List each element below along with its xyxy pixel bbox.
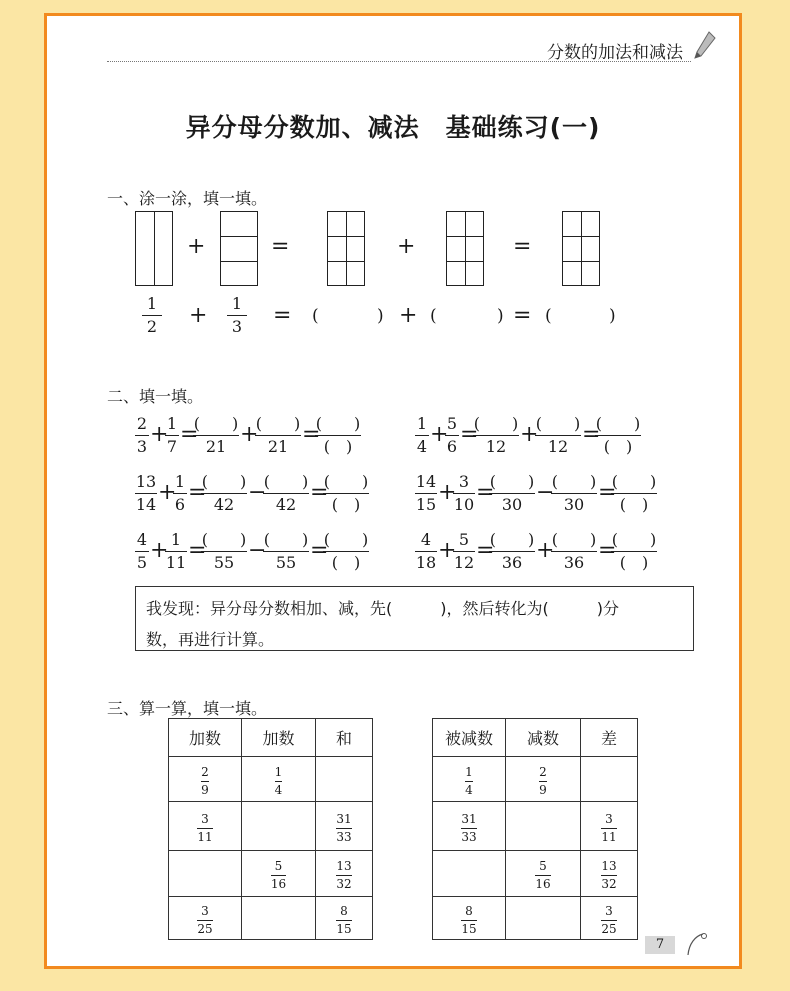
page-title: 异分母分数加、减法 基础练习(一)	[185, 113, 601, 142]
sub-table-row	[433, 851, 638, 897]
eq-r0c1-c1	[473, 414, 519, 457]
eq-r2c1-b-den: 12	[453, 553, 475, 572]
add-table-header-cell: 和	[316, 719, 373, 757]
sub-table-row	[433, 897, 638, 940]
eq-r0c0-a-num: 2	[136, 414, 148, 433]
eq-r2c0-res	[323, 530, 369, 573]
sub-table-cell	[581, 802, 638, 851]
eq-r1c0-res-den: ( )	[331, 495, 361, 514]
eq-r0c1-c2	[535, 414, 581, 457]
part1-heading: 一、涂一涂，填一填。	[107, 189, 268, 208]
add-table-row	[169, 851, 373, 897]
third-box	[220, 211, 258, 286]
eq-r1c0-a-bar	[135, 493, 157, 494]
op-plus: +	[397, 234, 416, 259]
eq-r2c1-c1	[489, 530, 535, 573]
eq-r0c0-res-bar	[315, 435, 361, 436]
sub-table-header-cell: 被减数	[433, 719, 506, 757]
eq-r1c1-res-bar	[611, 493, 657, 494]
eq-r0c0-op2: +	[240, 422, 259, 447]
eq-r2c0-eq2: =	[310, 538, 329, 563]
add-table-cell	[316, 757, 373, 802]
eq-r0c0-b-den: 7	[166, 437, 178, 456]
eq-r2c1-c1-bar	[489, 551, 535, 552]
eq-r0c0-c2-den: 21	[267, 437, 289, 456]
eq-r0c0-op: +	[150, 422, 169, 447]
eq-r0c0-eq1: =	[180, 422, 199, 447]
blank-open: (	[545, 306, 552, 326]
sub-table-header-cell: 差	[581, 719, 638, 757]
eq-r0c0-a	[135, 414, 149, 457]
sub-table-frac	[539, 765, 547, 798]
eq-r0c1-a-bar	[415, 435, 429, 436]
sixth-box-2-vline	[465, 211, 466, 286]
eq-r2c1-eq1: =	[476, 538, 495, 563]
add-table-frac-num: 13	[336, 859, 352, 873]
add-table-frac	[336, 859, 351, 892]
eq-r1c0-a-num: 13	[135, 472, 157, 491]
eq-r2c0-a-den: 5	[136, 553, 148, 572]
sixth-box-1-hline	[327, 261, 365, 262]
eq-r2c1-op2: +	[536, 538, 555, 563]
blank-close: )	[377, 306, 384, 326]
sub-table-frac	[601, 904, 616, 937]
sub-table-cell	[506, 757, 581, 802]
op-equals: =	[271, 234, 290, 259]
op-plus: +	[189, 303, 208, 328]
sub-table-frac-num: 1	[465, 764, 473, 779]
add-table-row	[169, 897, 373, 940]
eq-r1c1-a	[415, 472, 437, 515]
add-table-row	[169, 757, 373, 802]
sub-table-frac	[601, 812, 616, 845]
blank-close: )	[497, 306, 504, 326]
sub-table-frac-num: 2	[539, 764, 547, 779]
eq-r2c0-c2-den: 55	[275, 553, 297, 572]
subtraction-table	[432, 718, 638, 940]
eq-r0c1-c1-num: ( )	[473, 414, 519, 433]
add-table-frac-num: 3	[201, 811, 209, 826]
eq-r2c1-a-bar	[415, 551, 437, 552]
eq-r0c0-res-num: ( )	[315, 414, 361, 433]
sub-table-frac	[601, 859, 616, 892]
eq-r0c1-eq2: =	[582, 422, 601, 447]
sub-table-cell	[433, 897, 506, 940]
op-plus: +	[187, 234, 206, 259]
sub-table-frac-den: 11	[601, 829, 617, 844]
sub-table-frac-den: 15	[461, 921, 477, 936]
sub-table-frac	[465, 765, 473, 798]
eq-r1c1-b	[453, 472, 475, 515]
eq-r1c0-c1-den: 42	[213, 495, 235, 514]
add-table-cell	[169, 897, 242, 940]
add-table-cell	[316, 802, 373, 851]
eq-r2c1-c2-bar	[551, 551, 597, 552]
eq-r2c1-b-bar	[453, 551, 475, 552]
eq-r2c1-b	[453, 530, 475, 573]
eq-r2c0-b	[165, 530, 187, 573]
sixth-box-1-hline	[327, 236, 365, 237]
sub-table-frac	[535, 859, 550, 892]
eq-r2c1-res	[611, 530, 657, 573]
eq-r1c0-b-num: 1	[174, 472, 186, 491]
eq-r1c1-c2-den: 30	[563, 495, 585, 514]
add-table-frac-num: 31	[336, 811, 352, 826]
eq-r0c1-b	[445, 414, 459, 457]
eq-r1c0-c2-num: ( )	[263, 472, 309, 491]
sub-table-frac-num: 3	[605, 811, 613, 826]
sub-table-frac-den: 25	[601, 921, 617, 936]
add-table-cell	[169, 802, 242, 851]
eq-r2c0-a-num: 4	[136, 530, 148, 549]
sub-table-frac-den: 4	[465, 782, 473, 797]
sixth-box-2-hline	[446, 236, 484, 237]
add-table-frac-num: 8	[340, 903, 348, 918]
add-table-frac-bar	[336, 920, 351, 921]
blank-close: )	[609, 306, 616, 326]
add-table-header-row	[169, 719, 373, 757]
eq-r1c0-op: +	[158, 480, 177, 505]
add-table-cell	[316, 897, 373, 940]
eq-r1c1-res-den: ( )	[619, 495, 649, 514]
part2-heading: 二、填一填。	[107, 387, 204, 406]
half-box-vline	[154, 211, 155, 286]
eq-r0c0-c2-num: ( )	[255, 414, 301, 433]
sixth-box-3-hline	[562, 261, 600, 262]
sixth-box-2-hline	[446, 261, 484, 262]
add-table-row	[169, 802, 373, 851]
eq-r2c0-c1-den: 55	[213, 553, 235, 572]
sub-table-frac-den: 33	[461, 829, 477, 844]
frac-third	[227, 294, 247, 337]
eq-r1c1-c1	[489, 472, 535, 515]
add-table-frac-bar	[336, 828, 351, 829]
frac-half-num: 1	[146, 294, 158, 313]
eq-r2c1-res-den: ( )	[619, 553, 649, 572]
add-table-frac-bar	[336, 875, 351, 876]
eq-r2c1-b-num: 5	[458, 530, 470, 549]
eq-r1c1-res	[611, 472, 657, 515]
eq-r1c1-c2	[551, 472, 597, 515]
eq-r0c1-c1-bar	[473, 435, 519, 436]
eq-r1c1-op2: −	[536, 480, 555, 505]
finding-box	[135, 586, 694, 651]
eq-r0c1-res-num: ( )	[595, 414, 641, 433]
add-table-frac-den: 32	[336, 877, 352, 891]
sub-table-frac-num: 8	[465, 903, 473, 918]
eq-r1c1-c1-den: 30	[501, 495, 523, 514]
eq-r1c1-a-den: 15	[415, 495, 437, 514]
eq-r2c0-op2: −	[248, 538, 267, 563]
eq-r1c0-res-num: ( )	[323, 472, 369, 491]
add-table-frac-num: 3	[201, 903, 209, 918]
sub-table-frac-den: 32	[601, 877, 617, 891]
eq-r2c0-c1-num: ( )	[201, 530, 247, 549]
eq-r0c0-eq2: =	[302, 422, 321, 447]
op-equals: =	[513, 234, 532, 259]
eq-r1c0-c1-bar	[201, 493, 247, 494]
sub-table-frac-bar	[601, 828, 616, 829]
eq-r2c0-res-den: ( )	[331, 553, 361, 572]
eq-r0c1-c2-num: ( )	[535, 414, 581, 433]
eq-r1c0-c1-num: ( )	[201, 472, 247, 491]
eq-r1c1-a-num: 14	[415, 472, 437, 491]
eq-r0c0-c1-bar	[193, 435, 239, 436]
add-table-cell	[242, 851, 316, 897]
frac-half-den: 2	[146, 317, 158, 336]
eq-r2c1-c2-den: 36	[563, 553, 585, 572]
eq-r1c0-eq2: =	[310, 480, 329, 505]
eq-r1c1-c1-bar	[489, 493, 535, 494]
eq-r2c1-a-num: 4	[420, 530, 432, 549]
eq-r2c1-op: +	[438, 538, 457, 563]
eq-r0c1-res-bar	[595, 435, 641, 436]
add-table-header-cell: 加数	[169, 719, 242, 757]
frac-third-num: 1	[231, 294, 243, 313]
sub-table-cell	[506, 851, 581, 897]
add-table-frac-den: 25	[197, 921, 213, 936]
blank-open: (	[312, 306, 319, 326]
eq-r1c0-b-bar	[173, 493, 187, 494]
eq-r2c0-c1-bar	[201, 551, 247, 552]
op-equals: =	[273, 303, 292, 328]
add-table-frac	[197, 904, 212, 937]
eq-r1c0-c2-bar	[263, 493, 309, 494]
eq-r1c0-eq1: =	[188, 480, 207, 505]
eq-r0c0-b-bar	[165, 435, 179, 436]
eq-r0c1-c1-den: 12	[485, 437, 507, 456]
third-box-hline	[220, 236, 258, 237]
eq-r2c0-res-num: ( )	[323, 530, 369, 549]
sub-table-cell	[506, 802, 581, 851]
eq-r1c1-b-num: 3	[458, 472, 470, 491]
eq-r2c0-c2-bar	[263, 551, 309, 552]
eq-r2c1-a-den: 18	[415, 553, 437, 572]
sub-table-frac-bar	[601, 875, 616, 876]
eq-r2c0-a-bar	[135, 551, 149, 552]
swirl-icon	[685, 930, 709, 956]
add-table-header-cell: 加数	[242, 719, 316, 757]
frac-half-bar	[142, 315, 162, 316]
sub-table-cell	[581, 897, 638, 940]
eq-r2c0-op: +	[150, 538, 169, 563]
eq-r0c1-b-num: 5	[446, 414, 458, 433]
eq-r0c1-eq1: =	[460, 422, 479, 447]
add-table-frac-num: 1	[274, 764, 283, 779]
part3-heading: 三、算一算，填一填。	[107, 699, 268, 718]
sub-table-row	[433, 802, 638, 851]
eq-r1c1-eq2: =	[598, 480, 617, 505]
eq-r2c0-a	[135, 530, 149, 573]
eq-r0c1-a-den: 4	[416, 437, 428, 456]
eq-r1c1-c2-bar	[551, 493, 597, 494]
eq-r1c0-c1	[201, 472, 247, 515]
eq-r1c0-a	[135, 472, 157, 515]
sub-table-cell	[581, 757, 638, 802]
eq-r2c1-eq2: =	[598, 538, 617, 563]
op-plus: +	[399, 303, 418, 328]
finding-line2: 数，再进行计算。	[146, 630, 275, 649]
eq-r0c1-b-bar	[445, 435, 459, 436]
eq-r0c0-res-den: ( )	[323, 437, 353, 456]
add-table-cell	[316, 851, 373, 897]
add-table-frac-bar	[201, 781, 209, 782]
eq-r0c1-c2-bar	[535, 435, 581, 436]
eq-r2c0-c1	[201, 530, 247, 573]
sub-table-frac	[461, 812, 476, 845]
eq-r0c0-c1-den: 21	[205, 437, 227, 456]
add-table-frac	[197, 812, 212, 845]
sub-table-header-cell: 减数	[506, 719, 581, 757]
add-table-frac	[201, 765, 209, 798]
add-table-cell	[169, 757, 242, 802]
sub-table-frac	[461, 904, 476, 937]
sub-table-frac-bar	[601, 920, 616, 921]
eq-r1c0-op2: −	[248, 480, 267, 505]
eq-r2c1-c2	[551, 530, 597, 573]
sub-table-frac-num: 5	[539, 859, 547, 873]
sub-table-frac-bar	[465, 781, 473, 782]
eq-r0c0-a-den: 3	[136, 437, 148, 456]
eq-r2c1-res-num: ( )	[611, 530, 657, 549]
header-divider	[107, 61, 691, 62]
sixth-box-1-vline	[346, 211, 347, 286]
sub-table-cell	[581, 851, 638, 897]
sub-table-cell	[433, 851, 506, 897]
add-table-frac-den: 11	[197, 829, 213, 844]
eq-r0c0-c1	[193, 414, 239, 457]
add-table-frac	[336, 904, 351, 937]
sub-table-frac-num: 31	[461, 811, 477, 826]
eq-r0c1-a	[415, 414, 429, 457]
eq-r1c0-b	[173, 472, 187, 515]
add-table-frac-num: 2	[201, 764, 209, 779]
eq-r1c0-c2	[263, 472, 309, 515]
eq-r0c0-res	[315, 414, 361, 457]
sub-table-row	[433, 757, 638, 802]
eq-r2c1-a	[415, 530, 437, 573]
eq-r0c1-op: +	[430, 422, 449, 447]
add-table-frac-den: 4	[274, 782, 283, 797]
sixth-box-3-vline	[581, 211, 582, 286]
eq-r2c0-b-num: 1	[170, 530, 182, 549]
eq-r0c1-c2-den: 12	[547, 437, 569, 456]
eq-r0c0-c2	[255, 414, 301, 457]
eq-r1c0-a-den: 14	[135, 495, 157, 514]
add-table-frac	[271, 859, 286, 892]
eq-r1c1-c1-num: ( )	[489, 472, 535, 491]
add-table-frac-num: 5	[274, 859, 283, 873]
eq-r0c1-res-den: ( )	[603, 437, 633, 456]
add-table-frac-bar	[197, 828, 212, 829]
frac-third-bar	[227, 315, 247, 316]
sub-table-frac-num: 13	[601, 859, 617, 873]
eq-r0c1-a-num: 1	[416, 414, 428, 433]
eq-r0c0-b	[165, 414, 179, 457]
eq-r1c1-b-den: 10	[453, 495, 475, 514]
sub-table-frac-den: 9	[539, 782, 547, 797]
add-table-frac-den: 16	[270, 877, 287, 891]
eq-r1c0-res	[323, 472, 369, 515]
sub-table-cell	[433, 757, 506, 802]
add-table-frac-den: 15	[336, 921, 352, 936]
eq-r0c0-a-bar	[135, 435, 149, 436]
add-table-cell	[242, 897, 316, 940]
add-table-cell	[242, 802, 316, 851]
sub-table-cell	[433, 802, 506, 851]
sub-table-header-row	[433, 719, 638, 757]
eq-r1c1-res-num: ( )	[611, 472, 657, 491]
eq-r1c1-c2-num: ( )	[551, 472, 597, 491]
eq-r1c1-a-bar	[415, 493, 437, 494]
add-table-frac	[336, 812, 351, 845]
eq-r2c1-c1-num: ( )	[489, 530, 535, 549]
eq-r1c1-b-bar	[453, 493, 475, 494]
sub-table-frac-bar	[461, 920, 476, 921]
sub-table-frac-bar	[461, 828, 476, 829]
eq-r0c0-b-num: 1	[166, 414, 178, 433]
eq-r0c0-c1-num: ( )	[193, 414, 239, 433]
addition-table	[168, 718, 373, 940]
sub-table-frac-den: 16	[535, 877, 551, 891]
sixth-box-3-hline	[562, 236, 600, 237]
frac-half	[142, 294, 162, 337]
add-table-frac-bar	[275, 781, 283, 782]
frac-third-den: 3	[231, 317, 243, 336]
page-number: 7	[645, 936, 675, 954]
add-table-frac-bar	[271, 875, 286, 876]
eq-r0c1-op2: +	[520, 422, 539, 447]
add-table-frac-den: 33	[336, 829, 352, 844]
eq-r0c1-res	[595, 414, 641, 457]
add-table-cell	[242, 757, 316, 802]
add-table-frac-den: 9	[201, 782, 209, 797]
eq-r1c1-eq1: =	[476, 480, 495, 505]
sub-table-frac-num: 3	[605, 903, 613, 918]
op-equals: =	[513, 303, 532, 328]
eq-r2c0-c2-num: ( )	[263, 530, 309, 549]
finding-line1: 我发现：异分母分数相加、减，先( )，然后转化为( )分	[146, 599, 619, 618]
add-table-cell	[169, 851, 242, 897]
eq-r2c0-eq1: =	[188, 538, 207, 563]
eq-r2c0-c2	[263, 530, 309, 573]
sub-table-frac-bar	[535, 875, 550, 876]
sub-table-cell	[506, 897, 581, 940]
add-table-frac	[275, 765, 283, 798]
eq-r2c0-b-den: 11	[165, 553, 187, 572]
eq-r1c0-c2-den: 42	[275, 495, 297, 514]
eq-r1c0-res-bar	[323, 493, 369, 494]
eq-r2c0-res-bar	[323, 551, 369, 552]
eq-r1c1-op: +	[438, 480, 457, 505]
eq-r2c1-c1-den: 36	[501, 553, 523, 572]
eq-r2c1-res-bar	[611, 551, 657, 552]
third-box-hline	[220, 261, 258, 262]
sub-table-frac-bar	[539, 781, 547, 782]
eq-r1c0-b-den: 6	[174, 495, 186, 514]
worksheet-page	[44, 13, 742, 969]
blank-open: (	[430, 306, 437, 326]
eq-r0c1-b-den: 6	[446, 437, 458, 456]
section-header: 分数的加法和减法	[547, 43, 683, 63]
eq-r0c0-c2-bar	[255, 435, 301, 436]
eq-r2c1-c2-num: ( )	[551, 530, 597, 549]
eq-r2c0-b-bar	[165, 551, 187, 552]
pencil-icon	[693, 30, 717, 60]
add-table-frac-bar	[197, 920, 212, 921]
